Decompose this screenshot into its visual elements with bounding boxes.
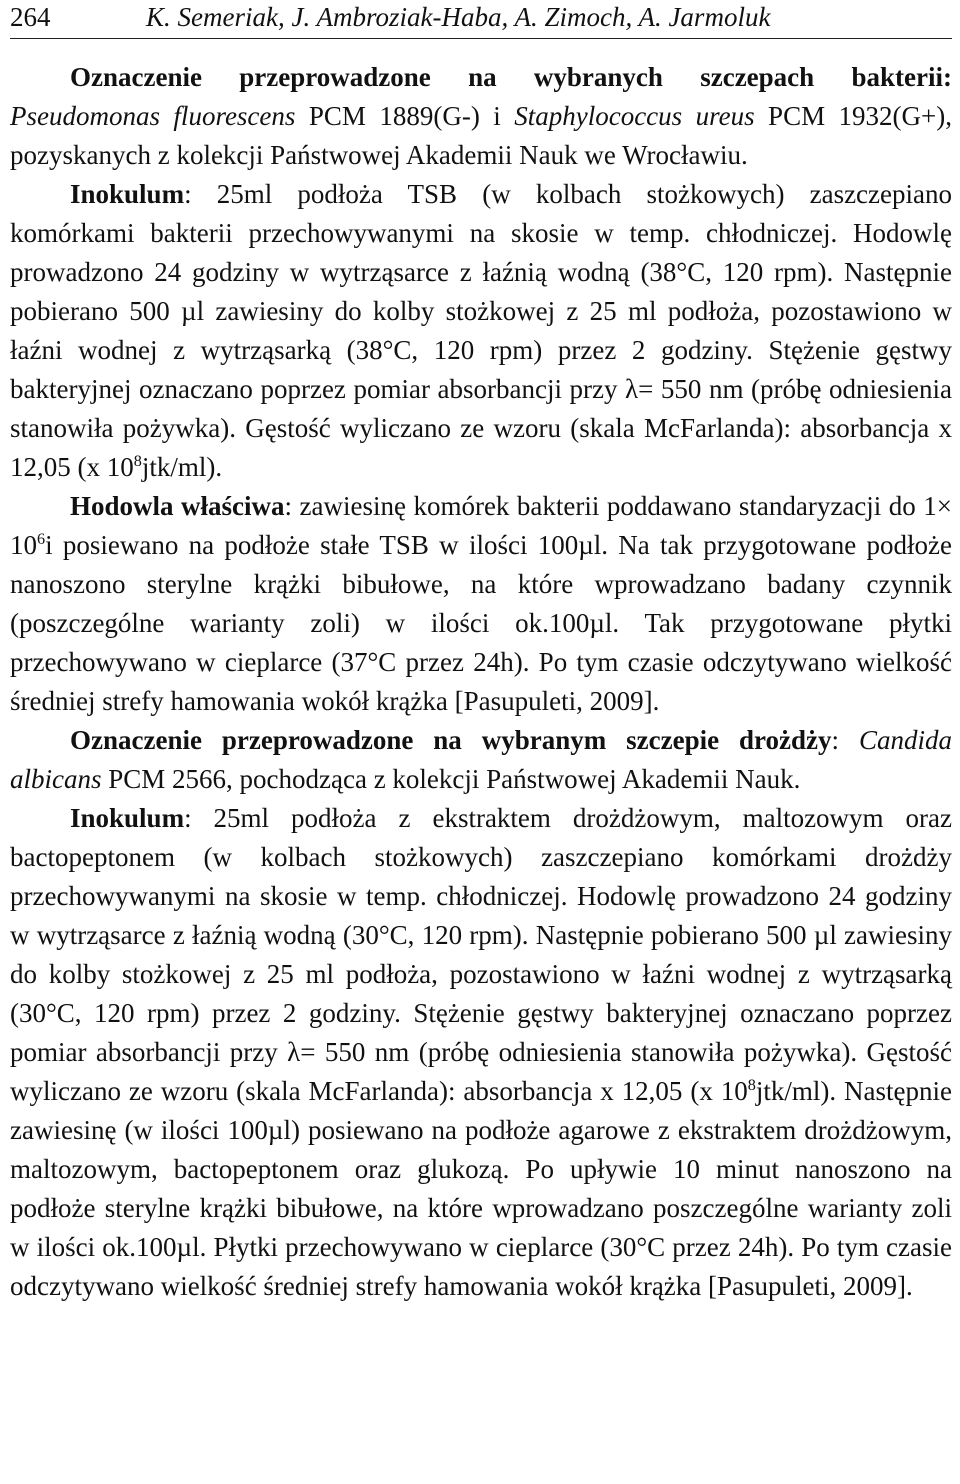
paragraph-yeast-inoculum (10, 799, 952, 1306)
inoculum-label: Inokulum (70, 179, 185, 209)
culture-label: Hodowla właściwa (70, 491, 285, 521)
exponent: 6 (37, 530, 46, 548)
main-text (10, 58, 952, 1306)
species-candida: Candida albicans (10, 725, 952, 794)
strain-text-2: PCM 1932(G+), pozyskanych z kolekcji Państwowej Akademii Nauk we Wrocławiu. (10, 101, 952, 170)
yeast-inoculum-text: : 25ml podłoża z ekstraktem drożdżowym, maltozowym oraz bactopeptonem (w kolbach stożkowych) zaszczepiano komórkami drożdży przechowywanymi na skosie w temp. chłodniczej. Hodowlę prowadzono 24 godziny w wytrząsarce z łaźnią wodną (30°C, 120 rpm). Następnie pobierano 500 µl zawiesiny do kolby stożkowej z 25 ml podłoża, pozostawiono w łaźni wodnej z wytrząsarką (30°C, 120 rpm) przez 2 godziny. Stężenie gęstwy bakteryjnej oznaczano poprzez pomiar absorbancji przy λ= 550 nm (próbę odniesienia stanowiła pożywka). Gęstość wyliczano ze wzoru (skala McFarlanda): absorbancja x 12,05 (x 10 (10, 803, 952, 1106)
species-staphylococcus: Staphylococcus ureus (514, 101, 755, 131)
bacteria-heading: Oznaczenie przeprowadzone na wybranych szczepach bakterii: (70, 62, 952, 92)
paragraph-yeast-strain (10, 721, 952, 799)
culture-text: : zawiesinę komórek bakterii poddawano standaryzacji do 1× 10 (10, 491, 952, 560)
page-header (10, 0, 952, 39)
paragraph-bacteria-culture (10, 487, 952, 721)
inoculum-text: : 25ml podłoża TSB (w kolbach stożkowych) zaszczepiano komórkami bakterii przechowywanymi na skosie w temp. chłodniczej. Hodowlę prowadzono 24 godziny w wytrząsarce z łaźnią wodną (38°C, 120 rpm). Następnie pobierano 500 µl zawiesiny do kolby stożkowej z 25 ml podłoża, pozostawiono w łaźni wodnej z wytrząsarką (38°C, 120 rpm) przez 2 godziny. Stężenie gęstwy bakteryjnej oznaczano poprzez pomiar absorbancji przy λ= 550 nm (próbę odniesienia stanowiła pożywka). Gęstość wyliczano ze wzoru (skala McFarlanda): absorbancja x 12,05 (x 10 (10, 179, 952, 482)
page-number: 264 (10, 2, 51, 32)
yeast-strain-text: PCM 2566, pochodząca z kolekcji Państwowej Akademii Nauk. (101, 764, 801, 794)
exponent: 8 (133, 452, 142, 470)
yeast-inoculum-text-end: jtk/ml). Następnie zawiesinę (w ilości 100µl) posiewano na podłoże agarowe z ekstraktem drożdżowym, maltozowym, bactopeptonem oraz glukozą. Po upływie 10 minut nanoszono na podłoże sterylne krążki bibułowe, na które wprowadzano poszczególne warianty zoli w ilości ok.100µl. Płytki przechowywano w cieplarce (30°C przez 24h). Po tym czasie odczytywano wielkość średniej strefy hamowania wokół krążka [Pasupuleti, 2009]. (10, 1076, 953, 1301)
species-pseudomonas: Pseudomonas fluorescens (10, 101, 296, 131)
paragraph-bacteria-strains (10, 58, 952, 175)
running-title: K. Semeriak, J. Ambroziak-Haba, A. Zimoch, A. Jarmoluk (146, 2, 771, 32)
exponent: 8 (747, 1076, 756, 1094)
yeast-colon: : (831, 725, 859, 755)
yeast-heading: Oznaczenie przeprowadzone na wybranym szczepie drożdży (70, 725, 832, 755)
paragraph-bacteria-inoculum (10, 175, 952, 487)
yeast-inoculum-label: Inokulum (70, 803, 185, 833)
culture-text-end: i posiewano na podłoże stałe TSB w ilości 100µl. Na tak przygotowane podłoże nanoszono sterylne krążki bibułowe, na które wprowadzano badany czynnik (poszczególne warianty zoli) w ilości ok.100µl. Tak przygotowane płytki przechowywano w cieplarce (37°C przez 24h). Po tym czasie odczytywano wielkość średniej strefy hamowania wokół krążka [Pasupuleti, 2009]. (10, 530, 952, 716)
inoculum-text-end: jtk/ml). (141, 452, 223, 482)
strain-text-1: PCM 1889(G-) i (295, 101, 515, 131)
